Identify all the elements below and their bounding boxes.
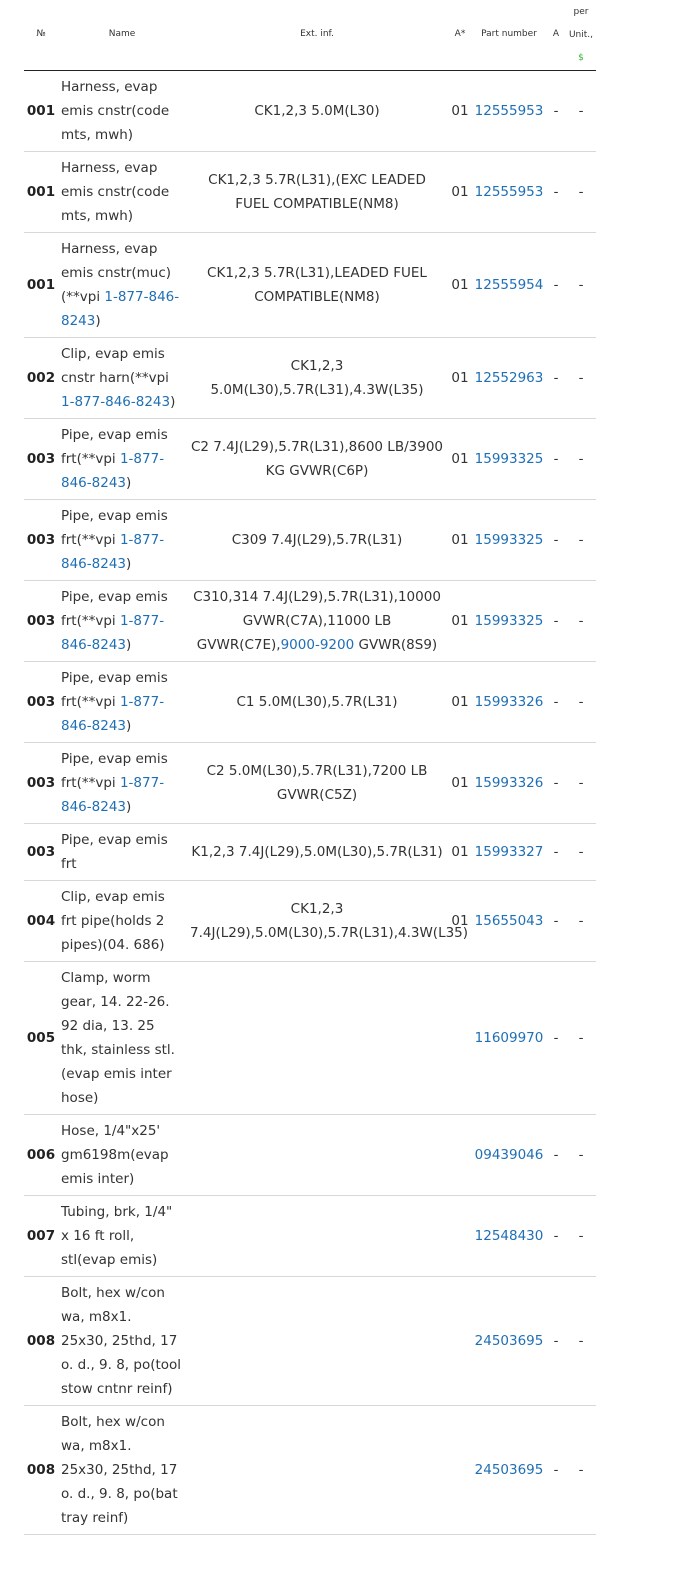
row-part-number[interactable] xyxy=(472,1277,546,1406)
row-ext-info xyxy=(186,500,448,581)
cell-text: Tubing, brk, 1/4" x 16 ft roll, stl(evap emis) xyxy=(61,1204,173,1268)
table-row xyxy=(24,500,596,581)
row-price: - xyxy=(566,233,596,338)
part-number-link[interactable]: 24503695 xyxy=(474,1462,544,1478)
table-row xyxy=(24,962,596,1115)
cell-text: C2 7.4J(L29),5.7R(L31),8600 LB/3900 KG GVWR(C6P) xyxy=(191,439,443,479)
cell-text: C309 7.4J(L29),5.7R(L31) xyxy=(231,532,403,548)
row-amount: 01 xyxy=(448,233,472,338)
cell-text: C2 5.0M(L30),5.7R(L31),7200 LB GVWR(C5Z) xyxy=(206,763,428,803)
row-ext-info xyxy=(186,338,448,419)
table-row xyxy=(24,1196,596,1277)
cell-text: CK1,2,3 7.4J(L29),5.0M(L30),5.7R(L31),4.3W(L35) xyxy=(190,901,469,941)
row-name xyxy=(58,152,186,233)
cell-text: ) xyxy=(126,556,132,572)
cell-text: Hose, 1/4"x25' gm6198m(evap emis inter) xyxy=(61,1123,169,1187)
row-price: - xyxy=(566,71,596,152)
row-price: - xyxy=(566,824,596,881)
cell-text: Pipe, evap emis frt(**vpi xyxy=(61,589,168,629)
row-price: - xyxy=(566,962,596,1115)
cell-text: GVWR(8S9) xyxy=(354,637,438,653)
row-ext-info xyxy=(186,962,448,1115)
cell-text: Clip, evap emis frt pipe(holds 2 pipes)(04. 686) xyxy=(61,889,165,953)
part-number-link[interactable]: 12555953 xyxy=(474,184,544,200)
row-ext-info xyxy=(186,743,448,824)
row-number: 007 xyxy=(24,1196,58,1277)
cell-text: ) xyxy=(126,475,132,491)
table-row xyxy=(24,152,596,233)
row-ext-info xyxy=(186,581,448,662)
header-name: Name xyxy=(58,0,186,71)
row-a: - xyxy=(546,824,566,881)
row-name xyxy=(58,1196,186,1277)
cell-text: CK1,2,3 5.0M(L30) xyxy=(254,103,380,119)
row-number: 003 xyxy=(24,824,58,881)
header-price xyxy=(566,0,596,71)
row-name xyxy=(58,1115,186,1196)
row-name xyxy=(58,662,186,743)
row-name xyxy=(58,1406,186,1535)
row-a: - xyxy=(546,962,566,1115)
row-part-number[interactable] xyxy=(472,419,546,500)
row-amount xyxy=(448,1406,472,1535)
table-body xyxy=(24,71,596,1535)
row-number: 003 xyxy=(24,743,58,824)
header-ext: Ext. inf. xyxy=(186,0,448,71)
row-amount xyxy=(448,962,472,1115)
cell-text: Pipe, evap emis frt(**vpi xyxy=(61,427,168,467)
row-part-number[interactable] xyxy=(472,1115,546,1196)
row-a: - xyxy=(546,581,566,662)
row-part-number[interactable] xyxy=(472,338,546,419)
parts-table xyxy=(24,0,596,1535)
row-name xyxy=(58,881,186,962)
row-a: - xyxy=(546,662,566,743)
table-row xyxy=(24,338,596,419)
row-amount: 01 xyxy=(448,581,472,662)
table-row xyxy=(24,662,596,743)
row-name xyxy=(58,581,186,662)
part-number-link[interactable]: 12555954 xyxy=(474,277,544,293)
part-number-link[interactable]: 11609970 xyxy=(474,1030,544,1046)
row-a: - xyxy=(546,500,566,581)
row-part-number[interactable] xyxy=(472,71,546,152)
row-price: - xyxy=(566,338,596,419)
row-number: 002 xyxy=(24,338,58,419)
row-part-number[interactable] xyxy=(472,152,546,233)
header-part-number: Part number xyxy=(472,0,546,71)
header-a: A xyxy=(546,0,566,71)
row-a: - xyxy=(546,1277,566,1406)
row-number: 003 xyxy=(24,581,58,662)
part-number-link[interactable]: 12552963 xyxy=(474,370,544,386)
row-amount: 01 xyxy=(448,824,472,881)
table-row xyxy=(24,581,596,662)
row-number: 003 xyxy=(24,500,58,581)
row-amount: 01 xyxy=(448,662,472,743)
row-a: - xyxy=(546,419,566,500)
phone-link[interactable]: 1-877-846-8243 xyxy=(61,532,165,572)
cell-text: Bolt, hex w/con wa, m8x1. 25x30, 25thd, 17 o. d., 9. 8, po(bat tray reinf) xyxy=(61,1414,178,1526)
row-part-number[interactable] xyxy=(472,500,546,581)
row-ext-info xyxy=(186,233,448,338)
cell-text: K1,2,3 7.4J(L29),5.0M(L30),5.7R(L31) xyxy=(191,844,443,860)
row-part-number[interactable] xyxy=(472,962,546,1115)
row-price: - xyxy=(566,1406,596,1535)
part-number-link[interactable]: 15655043 xyxy=(474,913,544,929)
row-part-number[interactable] xyxy=(472,824,546,881)
row-price: - xyxy=(566,1115,596,1196)
row-number: 003 xyxy=(24,662,58,743)
row-price: - xyxy=(566,152,596,233)
row-name xyxy=(58,338,186,419)
table-row xyxy=(24,743,596,824)
row-number: 001 xyxy=(24,71,58,152)
row-amount xyxy=(448,1277,472,1406)
row-amount xyxy=(448,1196,472,1277)
row-price: - xyxy=(566,500,596,581)
row-part-number[interactable] xyxy=(472,662,546,743)
cell-text: ) xyxy=(170,394,176,410)
part-number-link[interactable]: 15993326 xyxy=(474,775,544,791)
row-ext-info xyxy=(186,71,448,152)
header-price-currency: $ xyxy=(578,52,584,63)
row-ext-info xyxy=(186,152,448,233)
row-a: - xyxy=(546,881,566,962)
row-a: - xyxy=(546,152,566,233)
part-number-link[interactable]: 15993325 xyxy=(474,532,544,548)
row-part-number[interactable] xyxy=(472,743,546,824)
row-a: - xyxy=(546,743,566,824)
row-price: - xyxy=(566,881,596,962)
row-ext-info xyxy=(186,1115,448,1196)
row-a: - xyxy=(546,1196,566,1277)
part-number-link[interactable]: 15993325 xyxy=(474,451,544,467)
row-a: - xyxy=(546,1115,566,1196)
part-number-link[interactable]: 09439046 xyxy=(474,1147,544,1163)
row-amount: 01 xyxy=(448,743,472,824)
row-part-number[interactable] xyxy=(472,881,546,962)
row-number: 004 xyxy=(24,881,58,962)
row-amount xyxy=(448,1115,472,1196)
row-amount: 01 xyxy=(448,419,472,500)
row-number: 008 xyxy=(24,1406,58,1535)
row-a: - xyxy=(546,233,566,338)
table-row xyxy=(24,233,596,338)
row-amount: 01 xyxy=(448,338,472,419)
row-price: - xyxy=(566,743,596,824)
row-part-number[interactable] xyxy=(472,1406,546,1535)
cell-text: CK1,2,3 5.7R(L31),(EXC LEADED FUEL COMPATIBLE(NM8) xyxy=(208,172,426,212)
header-amount: A* xyxy=(448,0,472,71)
row-amount: 01 xyxy=(448,152,472,233)
row-amount: 01 xyxy=(448,500,472,581)
phone-link[interactable]: 9000-9200 xyxy=(280,637,355,653)
table-row xyxy=(24,1277,596,1406)
phone-link[interactable]: 1-877-846-8243 xyxy=(61,775,165,815)
row-name xyxy=(58,962,186,1115)
part-number-link[interactable]: 15993325 xyxy=(474,613,544,629)
row-ext-info xyxy=(186,1277,448,1406)
cell-text: Pipe, evap emis frt(**vpi xyxy=(61,751,168,791)
row-part-number[interactable] xyxy=(472,581,546,662)
cell-text: CK1,2,3 5.7R(L31),LEADED FUEL COMPATIBLE(NM8) xyxy=(207,265,427,305)
row-price: - xyxy=(566,581,596,662)
cell-text: Clamp, worm gear, 14. 22-26. 92 dia, 13. 25 thk, stainless stl. (evap emis inter hose) xyxy=(61,970,175,1106)
cell-text: Bolt, hex w/con wa, m8x1. 25x30, 25thd, 17 o. d., 9. 8, po(tool stow cntnr reinf) xyxy=(61,1285,182,1397)
row-name xyxy=(58,233,186,338)
phone-link[interactable]: 1-877-846-8243 xyxy=(61,613,165,653)
part-number-link[interactable]: 24503695 xyxy=(474,1333,544,1349)
row-number: 006 xyxy=(24,1115,58,1196)
row-a: - xyxy=(546,1406,566,1535)
cell-text: ) xyxy=(126,799,132,815)
row-name xyxy=(58,824,186,881)
row-number: 001 xyxy=(24,152,58,233)
row-a: - xyxy=(546,71,566,152)
row-price: - xyxy=(566,1277,596,1406)
cell-text: C310,314 7.4J(L29),5.7R(L31),10000 GVWR(C7A),11000 LB GVWR(C7E), xyxy=(193,589,441,653)
cell-text: Pipe, evap emis frt(**vpi xyxy=(61,508,168,548)
phone-link[interactable]: 1-877-846-8243 xyxy=(61,694,165,734)
table-row xyxy=(24,1115,596,1196)
table-row xyxy=(24,1406,596,1535)
row-ext-info xyxy=(186,1196,448,1277)
cell-text: Harness, evap emis cnstr(code mts, mwh) xyxy=(61,160,170,224)
row-name xyxy=(58,1277,186,1406)
phone-link[interactable]: 1-877-846-8243 xyxy=(61,451,165,491)
row-price: - xyxy=(566,662,596,743)
phone-link[interactable]: 1-877-846-8243 xyxy=(61,289,180,329)
table-row xyxy=(24,71,596,152)
part-number-link[interactable]: 15993327 xyxy=(474,844,544,860)
row-name xyxy=(58,71,186,152)
row-price: - xyxy=(566,1196,596,1277)
cell-text: ) xyxy=(126,718,132,734)
row-number: 003 xyxy=(24,419,58,500)
cell-text: Pipe, evap emis frt xyxy=(61,832,168,872)
row-price: - xyxy=(566,419,596,500)
table-row xyxy=(24,419,596,500)
row-a: - xyxy=(546,338,566,419)
part-number-link[interactable]: 12548430 xyxy=(474,1228,544,1244)
header-price-per: per xyxy=(573,6,589,17)
table-row xyxy=(24,881,596,962)
row-amount: 01 xyxy=(448,881,472,962)
table-header xyxy=(24,0,596,71)
row-number: 008 xyxy=(24,1277,58,1406)
row-part-number[interactable] xyxy=(472,233,546,338)
cell-text: Pipe, evap emis frt(**vpi xyxy=(61,670,168,710)
row-ext-info xyxy=(186,824,448,881)
cell-text: CK1,2,3 5.0M(L30),5.7R(L31),4.3W(L35) xyxy=(210,358,424,398)
cell-text: C1 5.0M(L30),5.7R(L31) xyxy=(236,694,398,710)
row-name xyxy=(58,419,186,500)
row-ext-info xyxy=(186,1406,448,1535)
cell-text: ) xyxy=(95,313,101,329)
cell-text: Harness, evap emis cnstr(muc) (**vpi xyxy=(61,241,172,305)
row-amount: 01 xyxy=(448,71,472,152)
phone-link[interactable]: 1-877-846-8243 xyxy=(61,394,171,410)
header-num: № xyxy=(24,0,58,71)
row-number: 001 xyxy=(24,233,58,338)
row-ext-info xyxy=(186,419,448,500)
cell-text: Harness, evap emis cnstr(code mts, mwh) xyxy=(61,79,170,143)
row-name xyxy=(58,743,186,824)
part-number-link[interactable]: 15993326 xyxy=(474,694,544,710)
table-row xyxy=(24,824,596,881)
row-number: 005 xyxy=(24,962,58,1115)
row-part-number[interactable] xyxy=(472,1196,546,1277)
cell-text: Clip, evap emis cnstr harn(**vpi xyxy=(61,346,169,386)
part-number-link[interactable]: 12555953 xyxy=(474,103,544,119)
header-price-unit: Unit., xyxy=(568,29,594,40)
row-ext-info xyxy=(186,662,448,743)
cell-text: ) xyxy=(126,637,132,653)
row-name xyxy=(58,500,186,581)
